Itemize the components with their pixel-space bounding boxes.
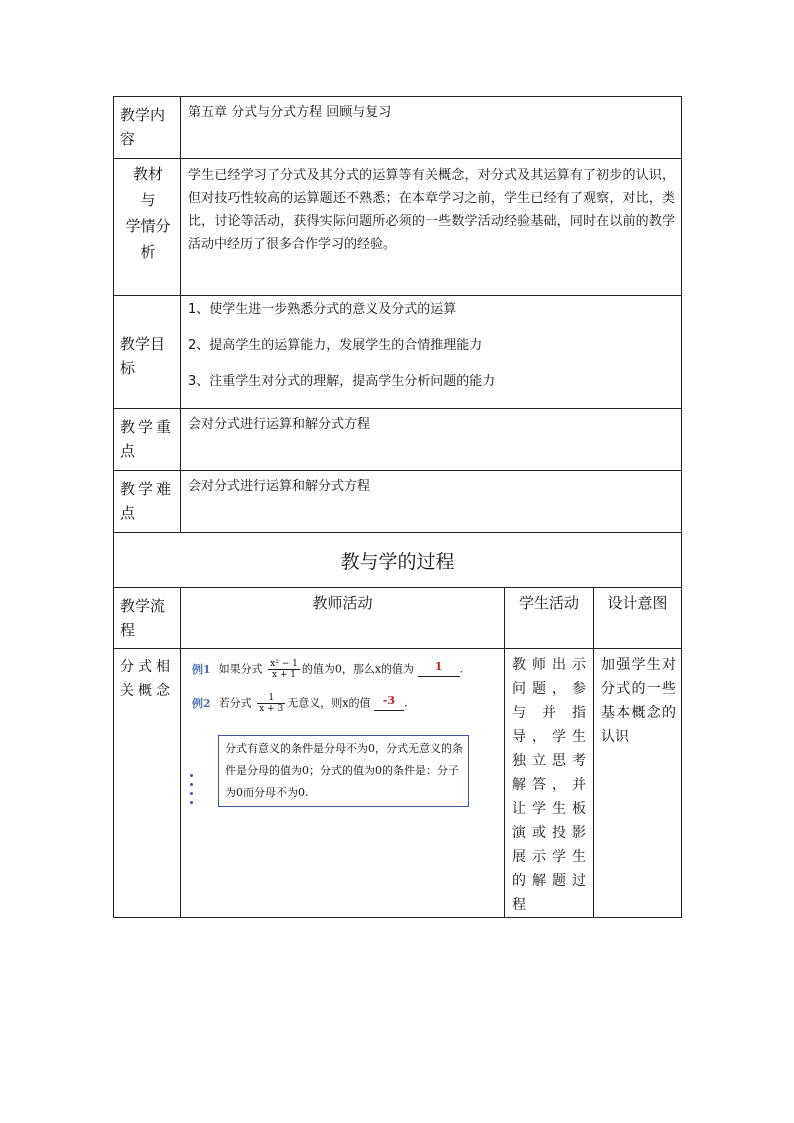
example-2-before: 若分式 (218, 696, 252, 710)
goals-list (181, 296, 682, 409)
example-1-after: 的值为0，那么x的值为 (301, 662, 415, 676)
difficulty-label: 教学难点 (114, 471, 181, 533)
concept-note-box: 分式有意义的条件是分母不为0，分式无意义的条件是分母的值为0；分式的值为0的条件是：分子为0而分母不为0. (218, 735, 469, 807)
example-1-fraction (268, 659, 300, 680)
example-1-denominator: x + 1 (271, 670, 297, 680)
analysis-text: 学生已经学习了分式及其分式的运算等有关概念，对分式及其运算有了初步的认识，但对技巧性较高的运算题还不熟悉；在本章学习之前，学生已经有了观察，对比，类比，讨论等活动，获得实际问题所必须的一些数学活动经验基础，同时在以前的教学活动中经历了很多合作学习的经验。 (181, 159, 682, 296)
teacher-activity (181, 649, 505, 918)
goal-item: 3、注重学生对分式的理解，提高学生分析问题的能力 (188, 374, 496, 389)
analysis-label-line: 教材 (132, 165, 163, 183)
example-2-tag: 例2 (192, 696, 211, 710)
focus-text: 会对分式进行运算和解分式方程 (181, 409, 682, 471)
row-process-title (114, 533, 682, 588)
example-2-after: 无意义，则x的值 (287, 696, 371, 710)
header-intent: 设计意图 (594, 588, 682, 649)
example-2-fraction (257, 693, 285, 714)
example-1-tag: 例1 (192, 662, 211, 676)
content-text: 第五章 分式与分式方程 回顾与复习 (181, 97, 682, 159)
example-2-answer-blank (374, 693, 404, 711)
goal-item: 1、使学生进一步熟悉分式的意义及分式的运算 (188, 302, 457, 317)
header-teacher: 教师活动 (181, 588, 505, 649)
header-student: 学生活动 (505, 588, 594, 649)
step-label: 分式相关概念 (114, 649, 181, 918)
example-2-answer: -3 (382, 693, 396, 707)
analysis-label (114, 159, 181, 296)
math-panel (181, 649, 504, 849)
example-1: 例1 如果分式 $\frac{\text{x² − 1}}{x + 1}$ 的值为0，那么x的值为 1 . (192, 659, 464, 680)
example-2-numerator: 1 (257, 693, 285, 704)
content-label: 教学内容 (114, 97, 181, 159)
example-1-numerator: x² − 1 (270, 659, 298, 669)
row-analysis (114, 159, 682, 296)
example-1-before: 如果分式 (218, 662, 263, 676)
row-focus (114, 409, 682, 471)
analysis-label-line: 析 (140, 243, 156, 261)
design-intent: 加强学生对分式的一些基本概念的认识 (594, 649, 682, 918)
row-goals (114, 296, 682, 409)
analysis-label-line: 与 (140, 191, 156, 209)
student-activity: 教师出示问题，参与并指导，学生独立思考解答，并让学生板演或投影展示学生的解题过程 (505, 649, 594, 918)
row-headers (114, 588, 682, 649)
example-1-answer-blank (418, 659, 460, 677)
difficulty-text: 会对分式进行运算和解分式方程 (181, 471, 682, 533)
analysis-label-line: 学情分 (125, 217, 171, 235)
example-2: 例2 若分式 $\frac{1}{x + 3}$ 无意义，则x的值 -3 . (192, 693, 408, 714)
lesson-plan-table (113, 96, 682, 918)
process-title: 教与学的过程 (114, 533, 682, 588)
row-step (114, 649, 682, 918)
example-2-denominator: x + 3 (259, 704, 284, 714)
bullet-dots (190, 774, 193, 810)
goals-label: 教学目标 (114, 296, 181, 409)
header-flow: 教学流程 (114, 588, 181, 649)
row-content (114, 97, 682, 159)
focus-label: 教学重点 (114, 409, 181, 471)
row-difficulty (114, 471, 682, 533)
example-1-answer: 1 (434, 659, 443, 673)
goal-item: 2、提高学生的运算能力，发展学生的合情推理能力 (188, 338, 483, 353)
